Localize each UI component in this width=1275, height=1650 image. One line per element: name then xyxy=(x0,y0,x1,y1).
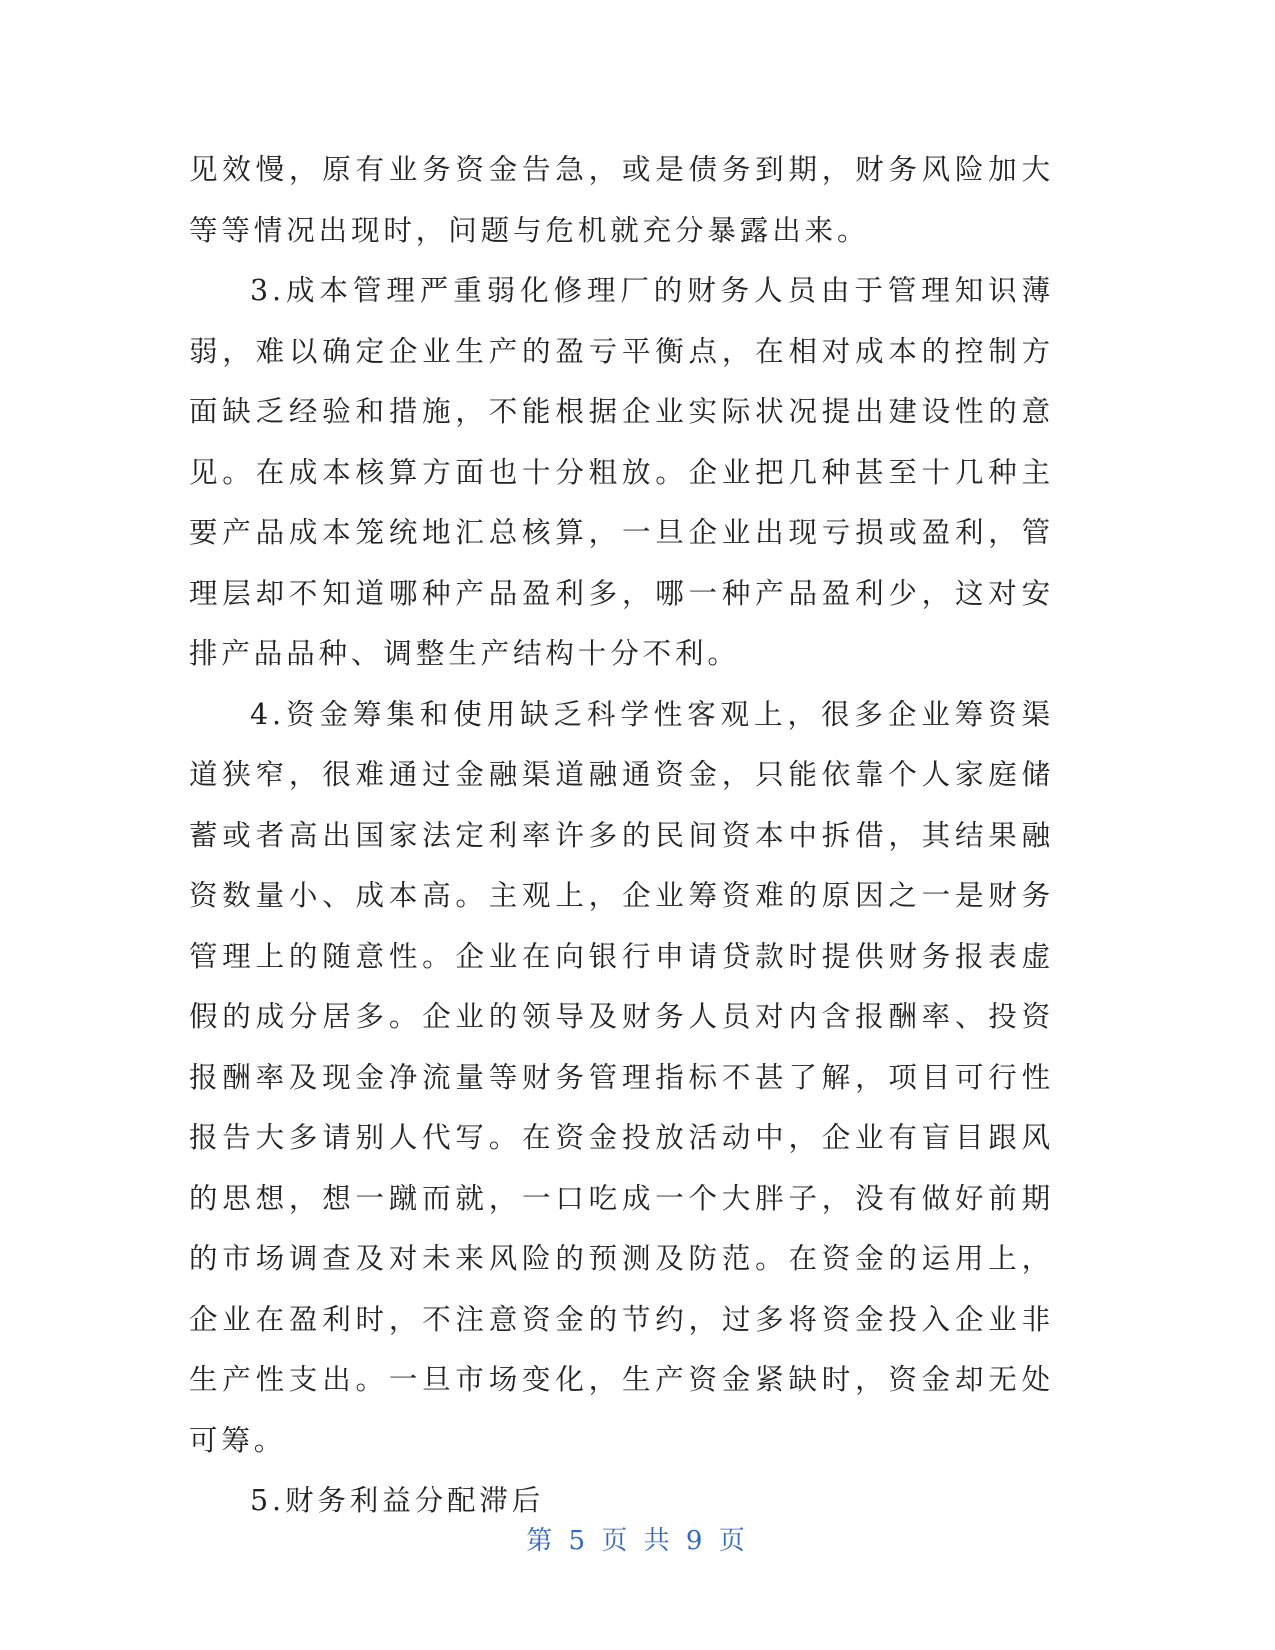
page-number-label: 第 5 页 共 9 页 xyxy=(526,1526,749,1556)
paragraph-cost-management: 3.成本管理严重弱化修理厂的财务人员由于管理知识薄弱，难以确定企业生产的盈亏平衡点，在相对成本的控制方面缺乏经验和措施，不能根据企业实际状况提出建设性的意见。在成本核算方面也十分粗放。企业把几种甚至十几种主要产品成本笼统地汇总核算，一旦企业出现亏损或盈利，管理层却不知道哪种产品盈利多，哪一种产品盈利少，这对安排产品品种、调整生产结构十分不利。 xyxy=(189,274,1054,670)
document-body xyxy=(189,140,1054,1532)
paragraph-continuation: 见效慢，原有业务资金告急，或是债务到期，财务风险加大等等情况出现时，问题与危机就充分暴露出来。 xyxy=(189,153,1054,247)
paragraph-fund-raising: 4.资金筹集和使用缺乏科学性客观上，很多企业筹资渠道狭窄，很难通过金融渠道融通资金，只能依靠个人家庭储蓄或者高出国家法定利率许多的民间资本中拆借，其结果融资数量小、成本高。主观上，企业筹资难的原因之一是财务管理上的随意性。企业在向银行申请贷款时提供财务报表虚假的成分居多。企业的领导及财务人员对内含报酬率、投资报酬率及现金净流量等财务管理指标不甚了解，项目可行性报告大多请别人代写。在资金投放活动中，企业有盲目跟风的思想，想一蹴而就，一口吃成一个大胖子，没有做好前期的市场调查及对未来风险的预测及防范。在资金的运用上，企业在盈利时，不注意资金的节约，过多将资金投入企业非生产性支出。一旦市场变化，生产资金紧缺时，资金却无处可筹。 xyxy=(189,697,1054,1457)
page-footer xyxy=(0,1520,1275,1557)
paragraph-profit-distribution: 5.财务利益分配滞后 xyxy=(250,1484,545,1517)
